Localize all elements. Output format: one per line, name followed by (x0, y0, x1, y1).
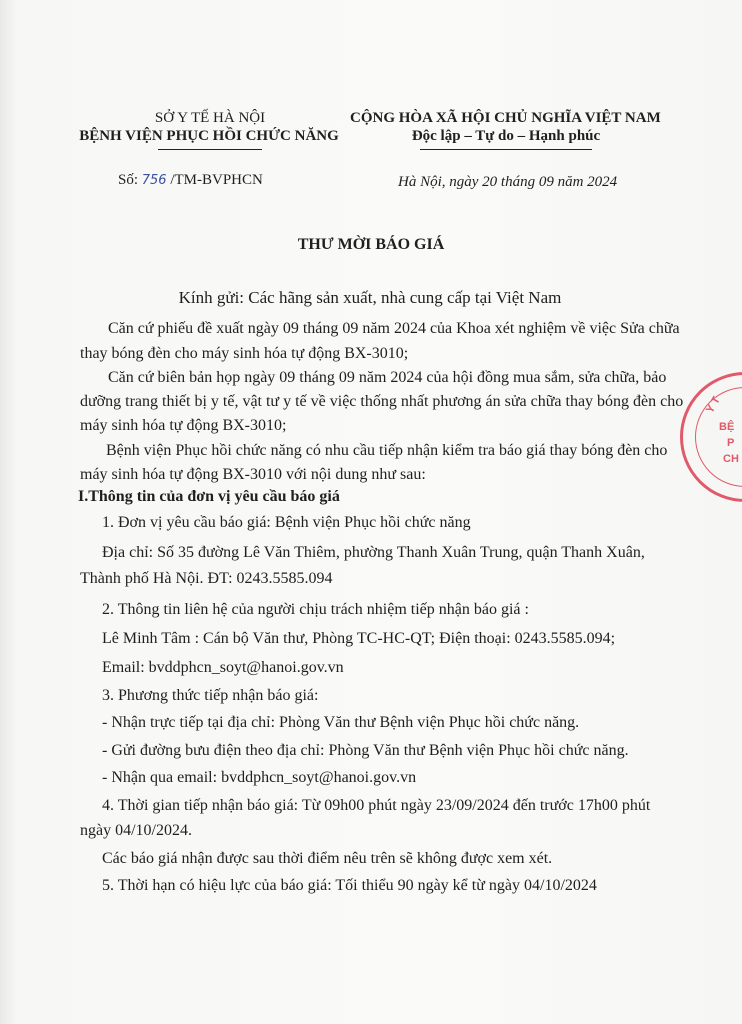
hospital-name: BỆNH VIỆN PHỤC HỒI CHỨC NĂNG (79, 128, 339, 144)
official-stamp (680, 372, 742, 502)
method-3: - Nhận qua email: bvddphcn_soyt@hanoi.gov.vn (102, 769, 417, 786)
number-suffix: /TM-BVPHCN (170, 172, 263, 188)
motto: Độc lập – Tự do – Hạnh phúc (411, 128, 601, 144)
section-1-heading: I.Thông tin của đơn vị yêu cầu báo giá (78, 488, 340, 505)
motto-underline (420, 149, 592, 150)
stamp-text-top: Y T (704, 394, 723, 416)
paragraph-3-line-2: máy sinh hóa tự động BX-3010 với nội dung như sau: (80, 466, 426, 483)
paragraph-2-line-1: Căn cứ biên bản họp ngày 09 tháng 09 năm 2024 của hội đồng mua sắm, sửa chữa, bảo (108, 369, 667, 386)
paragraph-1-line-2: thay bóng đèn cho máy sinh hóa tự động BX-3010; (80, 345, 409, 362)
stamp-text-mid2: P (727, 437, 735, 449)
date-line: Hà Nội, ngày 20 tháng 09 năm 2024 (398, 174, 618, 190)
item-2: 2. Thông tin liên hệ của người chịu trách nhiệm tiếp nhận báo giá : (102, 601, 529, 618)
stamp-text-mid3: CH (723, 453, 739, 465)
item-5: 5. Thời hạn có hiệu lực của báo giá: Tối thiểu 90 ngày kể từ ngày 04/10/2024 (102, 877, 597, 894)
recipient-line: Kính gửi: Các hãng sản xuất, nhà cung cấp tại Việt Nam (178, 288, 562, 307)
paragraph-2-line-3: máy sinh hóa tự động BX-3010; (80, 417, 287, 434)
paragraph-3-line-1: Bệnh viện Phục hồi chức năng có nhu cầu tiếp nhận kiểm tra báo giá thay bóng đèn cho (106, 442, 668, 459)
item-1: 1. Đơn vị yêu cầu báo giá: Bệnh viện Phục hồi chức năng (102, 514, 471, 531)
item-4-line-1: 4. Thời gian tiếp nhận báo giá: Từ 09h00 phút ngày 23/09/2024 đến trước 17h00 phút (102, 797, 651, 814)
address-line-1: Địa chỉ: Số 35 đường Lê Văn Thiêm, phường Thanh Xuân Trung, quận Thanh Xuân, (102, 544, 645, 561)
number-prefix: Số: (118, 172, 139, 188)
document-number (118, 172, 263, 189)
ministry-name: SỞ Y TẾ HÀ NỘI (154, 110, 266, 126)
country-name: CỘNG HÒA XÃ HỘI CHỦ NGHĨA VIỆT NAM (350, 110, 661, 126)
deadline-note: Các báo giá nhận được sau thời điểm nêu trên sẽ không được xem xét. (102, 850, 553, 867)
item-3: 3. Phương thức tiếp nhận báo giá: (102, 687, 319, 704)
method-2: - Gửi đường bưu điện theo địa chỉ: Phòng Văn thư Bệnh viện Phục hồi chức năng. (102, 742, 629, 759)
hospital-name-underline (158, 149, 262, 150)
contact-line: Lê Minh Tâm : Cán bộ Văn thư, Phòng TC-HC-QT; Điện thoại: 0243.5585.094; (102, 630, 616, 647)
email-line: Email: bvddphcn_soyt@hanoi.gov.vn (102, 659, 344, 676)
paragraph-1-line-1: Căn cứ phiếu đề xuất ngày 09 tháng 09 năm 2024 của Khoa xét nghiệm về việc Sửa chữa (108, 320, 680, 337)
item-4-line-2: ngày 04/10/2024. (80, 822, 192, 839)
stamp-text-mid1: BỆ (719, 421, 735, 433)
address-line-2: Thành phố Hà Nội. ĐT: 0243.5585.094 (80, 570, 333, 587)
letter-title: THƯ MỜI BÁO GIÁ (297, 236, 445, 253)
handwritten-number: 756 (141, 173, 167, 188)
paragraph-2-line-2: dưỡng trang thiết bị y tế, vật tư y tế về việc thống nhất phương án sửa chữa thay bóng đèn cho (80, 393, 684, 410)
method-1: - Nhận trực tiếp tại địa chỉ: Phòng Văn thư Bệnh viện Phục hồi chức năng. (102, 714, 580, 731)
